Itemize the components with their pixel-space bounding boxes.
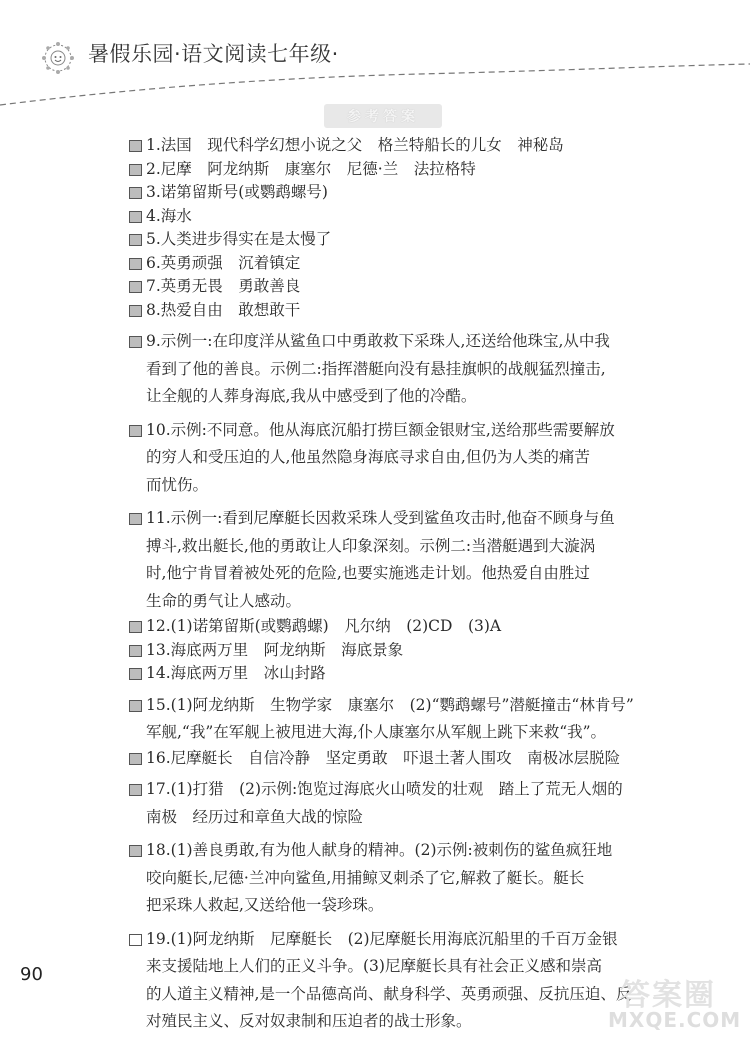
answer-item <box>128 747 668 771</box>
header-divider <box>0 60 750 110</box>
answer-text: 8.热爱自由 敢想敢干 <box>146 300 301 319</box>
answer-line: 把采珠人救起,又送给他一袋珍珠。 <box>146 896 384 914</box>
answer-text: 12.(1)诺第留斯(或鹦鹉螺) 凡尔纳 (2)CD (3)A <box>146 617 502 635</box>
header-title: 暑假乐园·语文阅读七年级· <box>88 42 339 66</box>
page-header <box>0 0 750 110</box>
answer-item <box>128 639 668 663</box>
answer-text: 2.尼摩 阿龙纳斯 康塞尔 尼德·兰 法拉格特 <box>146 159 476 178</box>
answer-line: 的穷人和受压迫的人,他虽然隐身海底寻求自由,但仍为人类的痛苦 <box>146 448 590 466</box>
answer-item <box>128 615 668 639</box>
answer-line: 11.示例一:看到尼摩艇长因救采珠人受到鲨鱼攻击时,他奋不顾身与鱼 <box>146 509 615 527</box>
answer-line: 搏斗,救出艇长,他的勇敢让人印象深刻。示例二:当潜艇遇到大漩涡 <box>146 536 596 555</box>
answer-item <box>128 158 668 182</box>
checkbox-icon <box>129 425 142 437</box>
checkbox-icon <box>129 513 142 525</box>
answer-line: 15.(1)阿龙纳斯 生物学家 康塞尔 (2)“鹦鹉螺号”潜艇撞击“林肯号” <box>146 695 634 714</box>
checkbox-icon <box>129 934 142 946</box>
answer-text: 14.海底两万里 冰山封路 <box>146 664 326 682</box>
answer-line: 看到了他的善良。示例二:指挥潜艇向没有悬挂旗帜的战舰猛烈撞击, <box>146 359 606 378</box>
answer-line: 对殖民主义、反对奴隶制和压迫者的战士形象。 <box>146 1012 472 1030</box>
answer-item <box>128 134 668 158</box>
checkbox-icon <box>129 336 142 348</box>
checkbox-icon <box>129 187 142 199</box>
answer-item <box>128 926 668 1036</box>
answer-item <box>128 505 668 615</box>
answer-item <box>128 205 668 229</box>
answer-text: 3.诺第留斯号(或鹦鹉螺号) <box>146 183 328 201</box>
checkbox-icon <box>129 645 142 657</box>
answer-line: 生命的勇气让人感动。 <box>146 591 302 610</box>
checkbox-icon <box>129 700 142 712</box>
answer-item <box>128 837 668 920</box>
answer-text: 16.尼摩艇长 自信冷静 坚定勇敢 吓退土著人围攻 南极冰层脱险 <box>146 748 621 767</box>
answer-item <box>128 228 668 252</box>
answer-text: 1.法国 现代科学幻想小说之父 格兰特船长的儿女 神秘岛 <box>146 136 564 154</box>
answer-line: 军舰,“我”在军舰上被甩进大海,仆人康塞尔从军舰上跳下来救“我”。 <box>146 723 607 741</box>
answer-item <box>128 692 668 747</box>
watermark <box>606 968 746 1034</box>
section-title: 参考答案 <box>324 104 442 128</box>
answer-line: 19.(1)阿龙纳斯 尼摩艇长 (2)尼摩艇长用海底沉船里的千百万金银 <box>146 929 618 948</box>
answer-item <box>128 299 668 323</box>
watermark-url: MXQE.COM <box>608 1008 742 1032</box>
checkbox-icon <box>129 305 142 317</box>
answer-item <box>128 328 668 411</box>
checkbox-icon <box>129 164 142 176</box>
checkbox-icon <box>129 668 142 680</box>
answer-line: 咬向艇长,尼德·兰冲向鲨鱼,用捕鲸叉刺杀了它,解救了艇长。艇长 <box>146 868 585 887</box>
checkbox-icon <box>129 140 142 152</box>
checkbox-icon <box>129 258 142 270</box>
answer-line: 18.(1)善良勇敢,有为他人献身的精神。(2)示例:被刺伤的鲨鱼疯狂地 <box>146 841 613 859</box>
answer-text: 5.人类进步得实在是太慢了 <box>146 230 332 248</box>
page-number: 90 <box>20 964 43 985</box>
checkbox-icon <box>129 753 142 765</box>
answer-line: 17.(1)打猎 (2)示例:饱览过海底火山喷发的壮观 踏上了荒无人烟的 <box>146 780 623 798</box>
answer-text: 6.英勇顽强 沉着镇定 <box>146 253 301 272</box>
answer-list <box>128 134 668 1036</box>
checkbox-icon <box>129 845 142 857</box>
answer-line: 来支援陆地上人们的正义斗争。(3)尼摩艇长具有社会正义感和崇高 <box>146 957 602 975</box>
answer-item <box>128 275 668 299</box>
answer-item <box>128 181 668 205</box>
checkbox-icon <box>129 211 142 223</box>
answer-text: 13.海底两万里 阿龙纳斯 海底景象 <box>146 640 404 659</box>
answer-item <box>128 252 668 276</box>
answer-item <box>128 776 668 831</box>
answer-text: 7.英勇无畏 勇敢善良 <box>146 277 301 295</box>
checkbox-icon <box>129 281 142 293</box>
checkbox-icon <box>129 621 142 633</box>
answer-line: 9.示例一:在印度洋从鲨鱼口中勇敢救下采珠人,还送给他珠宝,从中我 <box>146 332 610 350</box>
answer-line: 让全舰的人葬身海底,我从中感受到了他的冷酷。 <box>146 387 477 405</box>
answer-line: 南极 经历过和章鱼大战的惊险 <box>146 807 364 826</box>
checkbox-icon <box>129 234 142 246</box>
answer-text: 4.海水 <box>146 206 192 225</box>
watermark-text: 答案圈 <box>620 978 716 1013</box>
answer-line: 的人道主义精神,是一个品德高尚、献身科学、英勇顽强、反抗压迫、反 <box>146 984 632 1003</box>
answer-item <box>128 417 668 500</box>
answer-line: 10.示例:不同意。他从海底沉船打捞巨额金银财宝,送给那些需要解放 <box>146 420 615 439</box>
answer-line: 而忧伤。 <box>146 475 209 494</box>
answer-line: 时,他宁肯冒着被处死的危险,也要实施逃走计划。他热爱自由胜过 <box>146 564 590 582</box>
checkbox-icon <box>129 784 142 796</box>
answer-item <box>128 662 668 686</box>
